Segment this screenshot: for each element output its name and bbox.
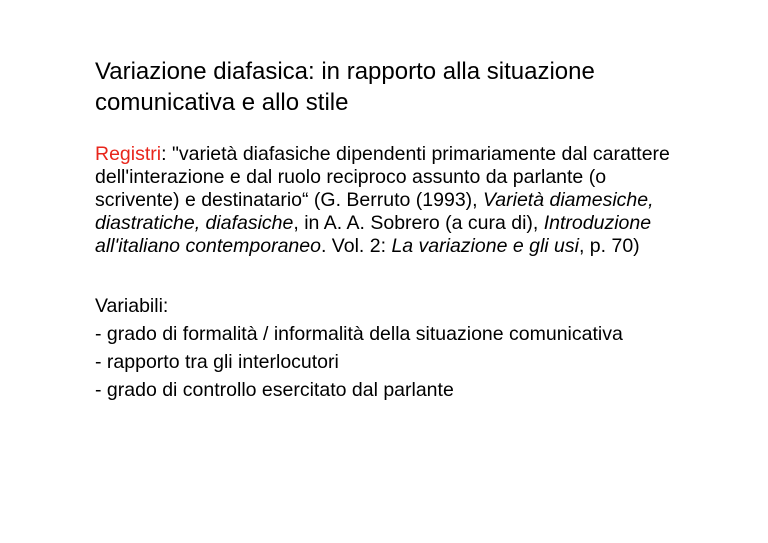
slide-title bbox=[95, 56, 715, 118]
slide-title-line-2: comunicativa e allo stile bbox=[95, 89, 349, 116]
slide-title-line-1: Variazione diafasica: in rapporto alla situazione bbox=[95, 58, 595, 85]
book-title-introduzione: Introduzione all'italiano contemporaneo bbox=[95, 212, 652, 257]
variabili-item-formalita: - grado di formalità / informalità della situazione comunicativa bbox=[95, 323, 623, 345]
variabili-item-controllo: - grado di controllo esercitato dal parlante bbox=[95, 379, 454, 401]
variabili-heading: Variabili: bbox=[95, 295, 169, 317]
registri-definition: : "varietà diafasiche dipendenti primariamente dal carattere dell'interazione e dal ruolo reciproco assunto da parlante (o scrivente) e destinatario“ (G. Berruto (1993), bbox=[95, 143, 670, 211]
registri-paragraph bbox=[95, 143, 675, 258]
registri-citation-mid: , in A. A. Sobrero (a cura di), bbox=[293, 212, 544, 234]
registri-citation-vol: . Vol. 2: bbox=[320, 235, 392, 257]
book-title-varieta: Varietà diamesiche, diastratiche, diafasiche bbox=[95, 189, 654, 234]
variabili-section bbox=[95, 295, 675, 402]
registri-term: Registri bbox=[95, 143, 162, 165]
variabili-item-rapporto: - rapporto tra gli interlocutori bbox=[95, 351, 339, 373]
volume-title: La variazione e gli usi bbox=[391, 235, 579, 257]
registri-citation-page: , p. 70) bbox=[578, 235, 640, 257]
